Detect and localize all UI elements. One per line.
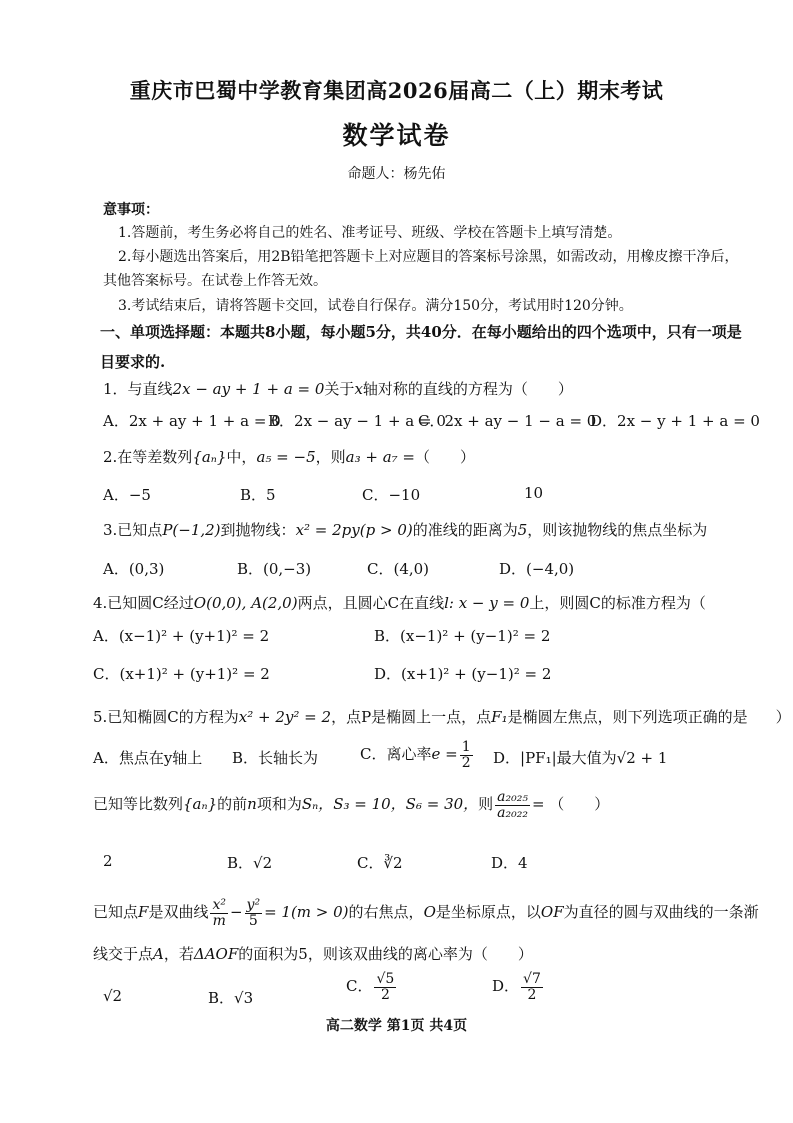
q6-condition-2: S₆ = 30， (405, 795, 479, 814)
q2-text-c: ，则 (315, 448, 346, 466)
note-item-2-cont: 其他答案标号。在试卷上作答无效。 (103, 273, 327, 289)
q7-line2-d: ，则该双曲线的离心率为（ ） (307, 945, 533, 963)
q7-option-c (346, 972, 398, 1002)
q7-option-c-fraction (374, 972, 396, 1002)
question-7-stem-line-1 (93, 898, 759, 928)
q2-text-a: 2.在等差数列 (103, 448, 193, 466)
q6-option-a: 2 (103, 852, 113, 870)
q6-text-b: 的前 (217, 795, 248, 814)
q7-option-d-label: D． (492, 977, 520, 996)
q1-option-a: A．2x + ay + 1 + a = 0 (103, 412, 281, 430)
q7-fraction-1 (210, 898, 228, 928)
q2-condition: a₅ = −5 (256, 448, 316, 466)
q6-condition-1: S₃ = 10， (333, 795, 406, 814)
question-2-stem (103, 446, 475, 467)
q5-focus: F₁ (491, 708, 508, 726)
q7-text-d: 是坐标原点，以 (435, 903, 541, 922)
question-5-stem (93, 706, 791, 727)
q5-option-c-denominator: 2 (461, 754, 471, 771)
q7-option-c-label: C． (346, 977, 373, 996)
question-6-stem (93, 790, 609, 820)
q3-point: P(−1,2) (162, 521, 221, 539)
q1-equation: 2x − ay + 1 + a = 0 (172, 380, 325, 398)
q2-sequence: {aₙ} (192, 448, 227, 466)
q7-line2-c: 的面积为 (238, 945, 299, 963)
q3-option-c: C．(4,0) (367, 560, 430, 578)
q3-distance: 5 (517, 521, 528, 539)
q3-equation: x² = 2py(p > 0) (295, 521, 413, 539)
q7-line2-a: 线交于点 (93, 945, 154, 963)
q2-text-b: 中， (226, 448, 257, 466)
q7-minus: − (229, 903, 243, 922)
q7-numerator-1: x² (212, 897, 226, 913)
q7-denominator-1: m (212, 912, 226, 929)
q3-text-b: 到抛物线： (220, 521, 296, 539)
q1-text-b: 关于 (324, 380, 355, 398)
q5-text-c: 是椭圆左焦点，则下列选项正确的是 (507, 708, 748, 726)
q6-text-c: 项和为 (256, 795, 302, 814)
exam-subtitle: 数学试卷 (342, 121, 451, 150)
q5-option-c-numerator: 1 (461, 739, 471, 755)
q6-option-b: B．√2 (227, 854, 273, 872)
q5-option-c-label: C．离心率 (360, 745, 432, 764)
q4-text-c: 上，则圆C的标准方程为（ (529, 594, 706, 612)
q7-focus: F (138, 903, 149, 922)
q4-option-b: B．(x−1)² + (y−1)² = 2 (374, 627, 551, 645)
notes-heading: 意事项： (103, 202, 159, 218)
q7-fraction-2 (245, 898, 263, 928)
q5-option-d (493, 747, 667, 768)
exam-title: 重庆市巴蜀中学教育集团高2026届高二（上）期末考试 (129, 78, 664, 103)
q7-equation: = 1(m > 0) (264, 903, 349, 922)
q6-numerator: a₂₀₂₅ (497, 789, 528, 805)
q4-option-a: A．(x−1)² + (y+1)² = 2 (93, 627, 270, 645)
q2-expression: a₃ + a₇ = (345, 448, 415, 466)
q7-text-b: 是双曲线 (148, 903, 209, 922)
q7-option-b: B．√3 (208, 989, 254, 1007)
q2-option-c: C．−10 (362, 486, 421, 504)
q7-option-d-fraction (521, 972, 543, 1002)
q3-option-a: A．(0,3) (103, 560, 165, 578)
q7-option-c-numerator: √5 (376, 971, 395, 987)
q3-text-c: 的准线的距离为 (412, 521, 518, 539)
q3-option-d: D．(−4,0) (499, 560, 575, 578)
q7-text-c: 的右焦点， (348, 903, 424, 922)
q7-option-d-denominator: 2 (527, 986, 537, 1003)
q2-option-a: A．−5 (103, 486, 151, 504)
question-1-stem (103, 378, 573, 399)
q5-option-d-label: D．|PF₁|最大值为 (493, 749, 617, 767)
q1-option-b: B．2x − ay − 1 + a = 0 (268, 412, 446, 430)
q4-option-c: C．(x+1)² + (y+1)² = 2 (93, 665, 270, 683)
q5-option-c-fraction (460, 740, 473, 770)
q4-text-a: 4.已知圆C经过 (93, 594, 194, 612)
question-4-stem (93, 592, 706, 613)
q3-text-a: 3.已知点 (103, 521, 163, 539)
q6-text-then: 则 (478, 795, 494, 814)
q5-equation: x² + 2y² = 2 (238, 708, 332, 726)
question-3-stem (103, 519, 707, 540)
q7-option-d (492, 972, 545, 1002)
q5-text-d: ） (775, 708, 791, 726)
q5-option-c (360, 740, 475, 770)
q7-text-a: 已知点 (93, 903, 139, 922)
q2-option-b: B．5 (240, 486, 276, 504)
q3-option-b: B．(0,−3) (237, 560, 312, 578)
q5-text-a: 5.已知椭圆C的方程为 (93, 708, 239, 726)
q6-text-end: = （ ） (531, 795, 610, 814)
section-heading: 一、单项选择题：本题共8小题，每小题5分，共40分．在每小题给出的四个选项中，只有一项是 (100, 323, 742, 341)
q1-var: x (354, 380, 363, 398)
q7-option-a: √2 (103, 987, 123, 1005)
q1-option-d: D．2x − y + 1 + a = 0 (590, 412, 760, 430)
q2-option-d: 10 (524, 484, 544, 502)
q4-text-b: 两点，且圆心C在直线 (297, 594, 445, 612)
q5-option-a: A．焦点在y轴上 (93, 749, 203, 767)
q1-text-a: 1．与直线 (103, 380, 173, 398)
q1-option-c: C．2x + ay − 1 − a = 0 (418, 412, 597, 430)
q5-option-b: B．长轴长为 (232, 749, 319, 767)
q7-line2-b: ，若 (163, 945, 194, 963)
q7-area: 5 (298, 945, 308, 963)
q5-option-d-math: √2 + 1 (616, 749, 668, 767)
q4-option-d: D．(x+1)² + (y−1)² = 2 (374, 665, 552, 683)
q7-option-d-numerator: √7 (523, 971, 541, 987)
question-7-stem-line-2 (93, 943, 533, 964)
q6-option-d: D．4 (491, 854, 528, 872)
q7-origin: O (423, 903, 436, 922)
note-item-2: 2.每小题选出答案后，用2B铅笔把答题卡上对应题目的答案标号涂黑，如需改动，用橡皮擦干净后， (118, 249, 739, 265)
section-heading-cont: 目要求的. (100, 353, 166, 371)
q6-n: n (247, 795, 257, 814)
q7-text-e: 为直径的圆与双曲线的一条渐 (563, 903, 759, 922)
q7-numerator-2: y² (246, 897, 261, 913)
q4-line: l: x − y = 0 (444, 594, 530, 612)
q2-text-d: （ ） (415, 448, 476, 466)
q6-text-a: 已知等比数列 (93, 795, 184, 814)
q7-triangle: ΔAOF (193, 945, 239, 963)
q6-sequence: {aₙ} (183, 795, 218, 814)
q6-fraction (495, 790, 530, 820)
exam-author: 命题人：杨先佑 (347, 166, 446, 182)
page-footer: 高二数学 第1页 共4页 (325, 1018, 468, 1034)
q6-sum: Sₙ， (301, 795, 334, 814)
q1-text-c: 轴对称的直线的方程为（ ） (362, 380, 573, 398)
q6-denominator: a₂₀₂₂ (497, 804, 528, 821)
q7-option-c-denominator: 2 (380, 986, 390, 1003)
q7-denominator-2: 5 (248, 912, 258, 929)
q5-text-b: ，点P是椭圆上一点，点 (331, 708, 492, 726)
note-item-1: 1.答题前，考生务必将自己的姓名、准考证号、班级、学校在答题卡上填写清楚。 (118, 225, 622, 241)
q3-text-d: ，则该抛物线的焦点坐标为 (527, 521, 708, 539)
q7-segment: OF (540, 903, 564, 922)
note-item-3: 3.考试结束后，请将答题卡交回，试卷自行保存。满分150分，考试用时120分钟。 (118, 298, 633, 314)
q5-option-c-math: e = (431, 745, 458, 764)
q6-option-c: C．∛2 (357, 854, 403, 872)
q4-points: O(0,0), A(2,0) (193, 594, 298, 612)
q7-point: A (153, 945, 164, 963)
